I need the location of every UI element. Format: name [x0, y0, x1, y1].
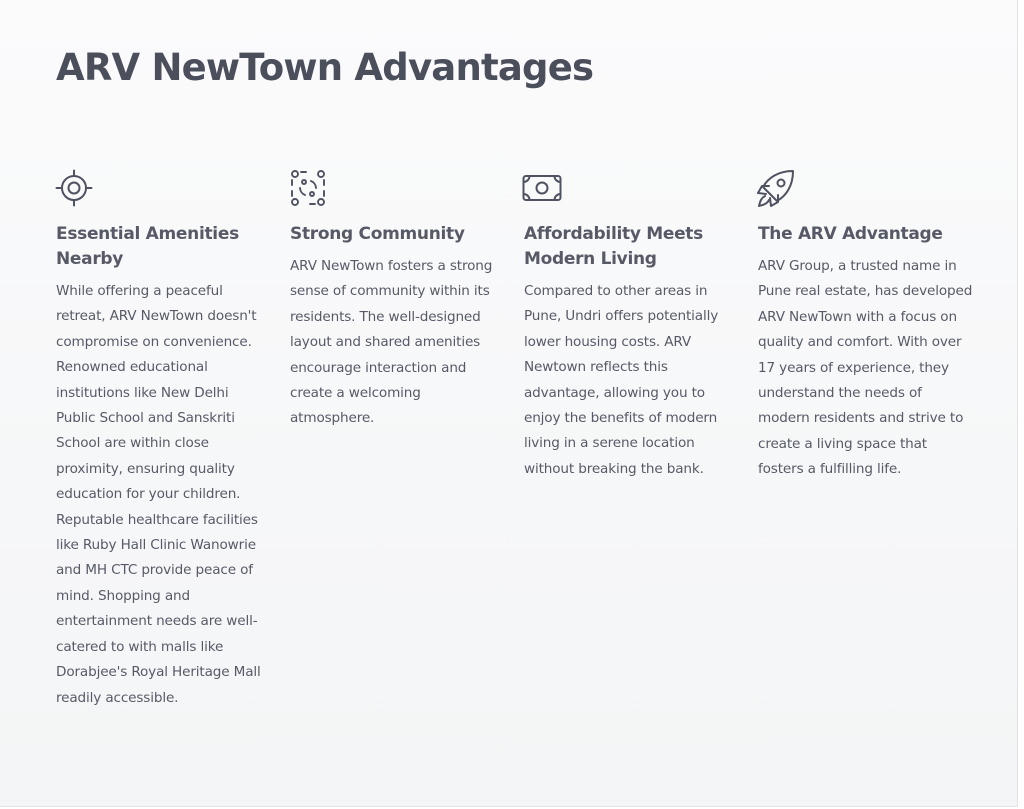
rocket-icon	[756, 168, 796, 208]
feature-description: Compared to other areas in Pune, Undri offers potentially lower housing costs. ARV Newtown reflects this advantage, allowing you to enjoy the benefits of modern living in a serene location without breaking the bank.	[524, 283, 719, 477]
money-icon	[522, 168, 562, 208]
feature-heading: The ARV Advantage	[758, 224, 943, 244]
feature-description: While offering a peaceful retreat, ARV NewTown doesn't compromise on convenience. Renowned educational institutions like New Delhi Public School and Sanskriti School are within close proximity, ensuring quality education for your children. Reputable healthcare facilities like Ruby Hall Clinic Wanowrie and MH CTC provide peace of mind. Shopping and entertainment needs are well-catered to with malls like Dorabjee's Royal Heritage Mall readily accessible.	[56, 283, 261, 706]
feature-heading: Essential Amenities Nearby	[56, 224, 239, 269]
feature-card-affordability	[524, 168, 739, 482]
feature-description: ARV NewTown fosters a strong sense of community within its residents. The well-designed layout and shared amenities encourage interaction and create a welcoming atmosphere.	[290, 258, 493, 427]
community-icon	[288, 168, 328, 208]
feature-heading: Affordability Meets Modern Living	[524, 224, 703, 269]
feature-description: ARV Group, a trusted name in Pune real estate, has developed ARV NewTown with a focus on quality and comfort. With over 17 years of experience, they understand the needs of modern residents and strive to create a living space that fosters a fulfilling life.	[758, 258, 973, 478]
target-icon	[54, 168, 94, 208]
feature-card-amenities	[56, 168, 271, 711]
feature-card-community	[290, 168, 505, 432]
section-title: ARV NewTown Advantages	[56, 46, 594, 89]
feature-card-arv-advantage	[758, 168, 973, 483]
feature-heading: Strong Community	[290, 224, 465, 244]
